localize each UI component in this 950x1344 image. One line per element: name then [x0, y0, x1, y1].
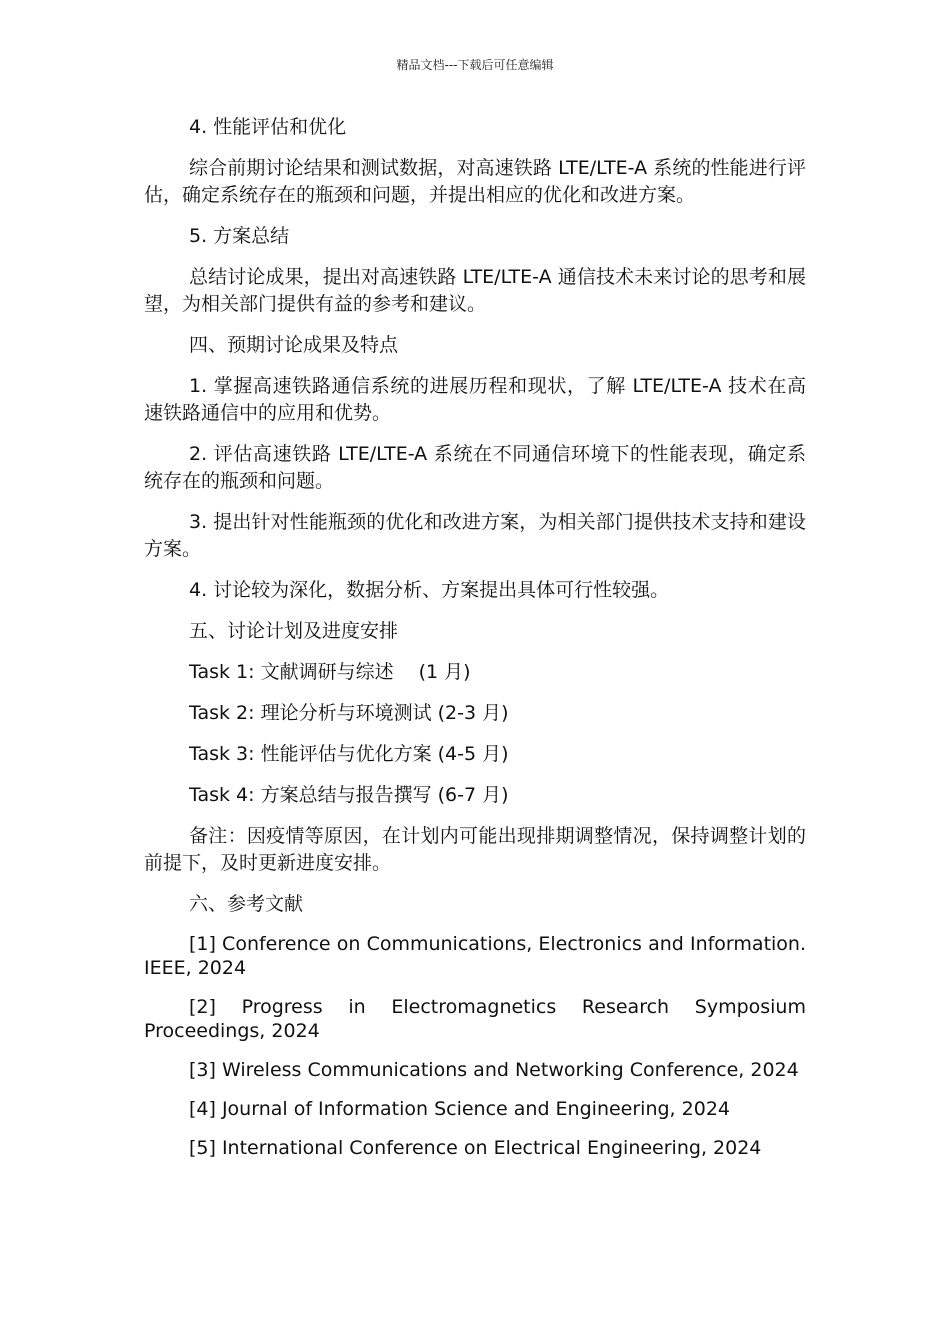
outcome-item: 1. 掌握高速铁路通信系统的进展历程和现状，了解 LTE/LTE-A 技术在高速铁路通信中的应用和优势。 — [144, 375, 806, 424]
reference-item: [2] Progress in Electromagnetics Research Symposium Proceedings, 2024 — [144, 996, 806, 1042]
task-item: Task 2: 理论分析与环境测试 (2-3 月) — [189, 702, 509, 724]
body-paragraph: 总结讨论成果，提出对高速铁路 LTE/LTE-A 通信技术未来讨论的思考和展望，为相关部门提供有益的参考和建议。 — [144, 266, 806, 315]
task-item: Task 3: 性能评估与优化方案 (4-5 月) — [189, 743, 509, 765]
page-header: 精品文档---下载后可任意编辑 — [396, 58, 554, 72]
body-paragraph: 综合前期讨论结果和测试数据，对高速铁路 LTE/LTE-A 系统的性能进行评估，确定系统存在的瓶颈和问题，并提出相应的优化和改进方案。 — [144, 157, 806, 206]
section-heading: 四、预期讨论成果及特点 — [189, 334, 399, 356]
section-item-heading: 4. 性能评估和优化 — [189, 116, 347, 138]
document-body — [144, 114, 806, 1175]
section-item-heading: 5. 方案总结 — [189, 225, 290, 247]
outcome-item: 4. 讨论较为深化，数据分析、方案提出具体可行性较强。 — [189, 579, 670, 601]
task-item: Task 1: 文献调研与综述 (1 月) — [189, 661, 471, 683]
section-heading: 六、参考文献 — [189, 893, 304, 915]
reference-item: [5] International Conference on Electrical Engineering, 2024 — [189, 1137, 762, 1159]
task-item: Task 4: 方案总结与报告撰写 (6-7 月) — [189, 784, 509, 806]
reference-item: [4] Journal of Information Science and Engineering, 2024 — [189, 1098, 730, 1120]
outcome-item: 2. 评估高速铁路 LTE/LTE-A 系统在不同通信环境下的性能表现，确定系统存在的瓶颈和问题。 — [144, 443, 806, 492]
reference-item: [3] Wireless Communications and Networking Conference, 2024 — [189, 1059, 799, 1081]
outcome-item: 3. 提出针对性能瓶颈的优化和改进方案，为相关部门提供技术支持和建设方案。 — [144, 511, 806, 560]
note-paragraph: 备注：因疫情等原因，在计划内可能出现排期调整情况，保持调整计划的前提下，及时更新进度安排。 — [144, 825, 806, 874]
reference-item: [1] Conference on Communications, Electronics and Information. IEEE, 2024 — [144, 933, 806, 979]
section-heading: 五、讨论计划及进度安排 — [189, 620, 399, 642]
